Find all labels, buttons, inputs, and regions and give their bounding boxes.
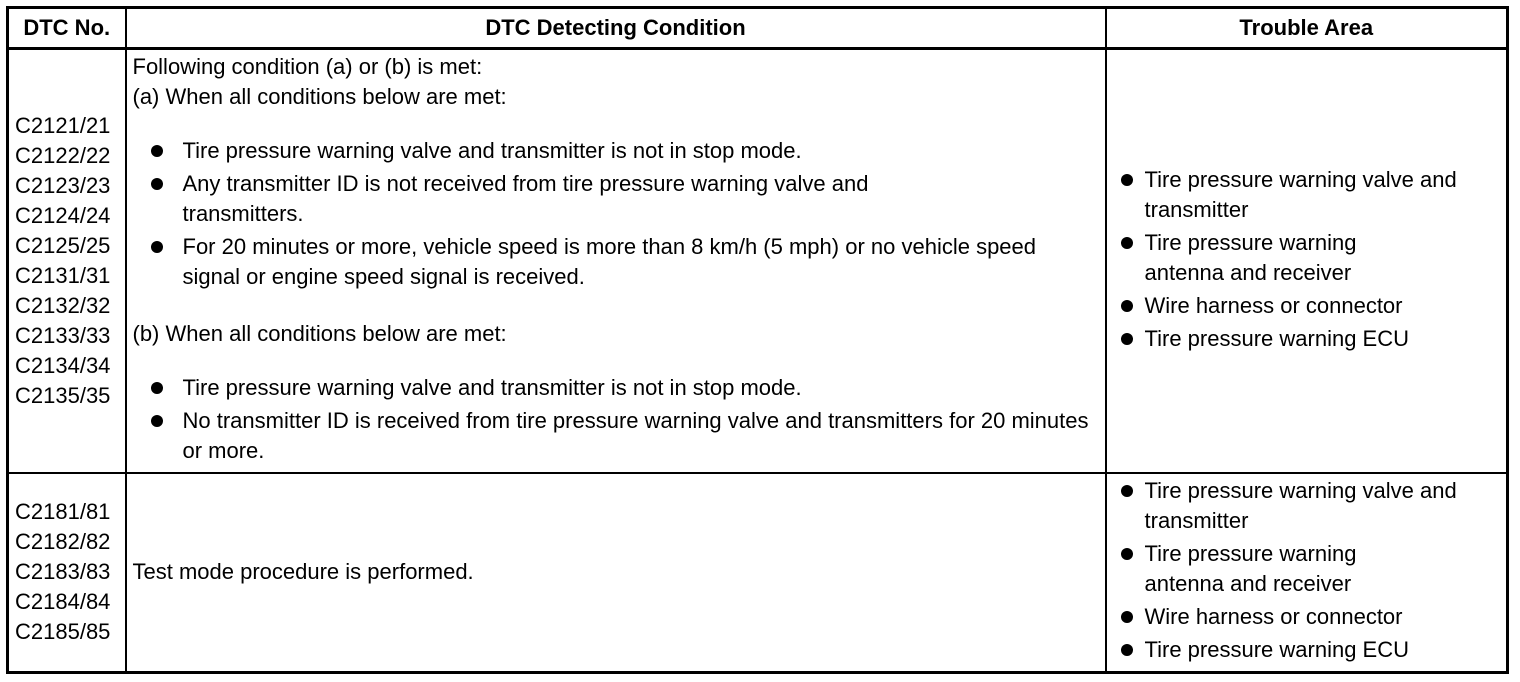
dtc-code: C2124/24 bbox=[15, 202, 111, 228]
condition-b-list bbox=[143, 373, 1099, 466]
dtc-code: C2185/85 bbox=[15, 619, 111, 645]
trouble-area-cell bbox=[1106, 49, 1508, 473]
dtc-codes-cell bbox=[8, 473, 126, 673]
list-item: Wire harness or connector bbox=[1113, 291, 1501, 321]
header-detecting-condition: DTC Detecting Condition bbox=[126, 8, 1106, 49]
header-dtc-no: DTC No. bbox=[8, 8, 126, 49]
condition-b-heading: (b) When all conditions below are met: bbox=[132, 321, 507, 347]
dtc-code: C2122/22 bbox=[15, 142, 111, 168]
dtc-code: C2132/32 bbox=[15, 292, 111, 318]
list-item: Tire pressure warning ECU bbox=[1113, 324, 1501, 354]
table-row bbox=[8, 49, 1508, 473]
dtc-code: C2134/34 bbox=[15, 352, 111, 378]
dtc-code: C2125/25 bbox=[15, 232, 111, 258]
trouble-area-cell bbox=[1106, 473, 1508, 673]
list-item: Wire harness or connector bbox=[1113, 602, 1501, 632]
dtc-code: C2182/82 bbox=[15, 529, 111, 555]
condition-a-heading: (a) When all conditions below are met: bbox=[132, 84, 507, 110]
list-item: Tire pressure warning valve and transmitter bbox=[1113, 476, 1465, 536]
list-item: For 20 minutes or more, vehicle speed is more than 8 km/h (5 mph) or no vehicle speed signal or engine speed signal is received. bbox=[143, 232, 1093, 292]
list-item: Tire pressure warning antenna and receiver bbox=[1113, 228, 1405, 288]
header-trouble-area: Trouble Area bbox=[1106, 8, 1508, 49]
list-item: Any transmitter ID is not received from tire pressure warning valve and transmitters. bbox=[143, 169, 983, 229]
table-row bbox=[8, 473, 1508, 673]
list-item: Tire pressure warning valve and transmitter is not in stop mode. bbox=[143, 373, 1099, 403]
dtc-code: C2131/31 bbox=[15, 262, 111, 288]
dtc-code: C2135/35 bbox=[15, 382, 111, 408]
dtc-code: C2181/81 bbox=[15, 499, 111, 525]
dtc-code: C2133/33 bbox=[15, 322, 111, 348]
dtc-code: C2123/23 bbox=[15, 172, 111, 198]
condition-a-list bbox=[143, 136, 1099, 292]
list-item: Tire pressure warning valve and transmitter is not in stop mode. bbox=[143, 136, 1099, 166]
condition-text: Test mode procedure is performed. bbox=[132, 559, 474, 585]
list-item: Tire pressure warning valve and transmitter bbox=[1113, 165, 1465, 225]
list-item: No transmitter ID is received from tire pressure warning valve and transmitters for 20 minutes or more. bbox=[143, 406, 1103, 466]
trouble-area-list bbox=[1113, 476, 1501, 665]
list-item: Tire pressure warning ECU bbox=[1113, 635, 1501, 665]
table-header bbox=[8, 8, 1508, 49]
dtc-code: C2121/21 bbox=[15, 112, 111, 138]
detecting-condition-cell bbox=[126, 473, 1106, 673]
dtc-code: C2183/83 bbox=[15, 559, 111, 585]
condition-intro: Following condition (a) or (b) is met: bbox=[132, 54, 483, 80]
detecting-condition-cell bbox=[126, 49, 1106, 473]
list-item: Tire pressure warning antenna and receiver bbox=[1113, 539, 1405, 599]
dtc-code: C2184/84 bbox=[15, 589, 111, 615]
trouble-area-list bbox=[1113, 165, 1501, 354]
dtc-table bbox=[6, 6, 1509, 674]
dtc-codes-cell bbox=[8, 49, 126, 473]
